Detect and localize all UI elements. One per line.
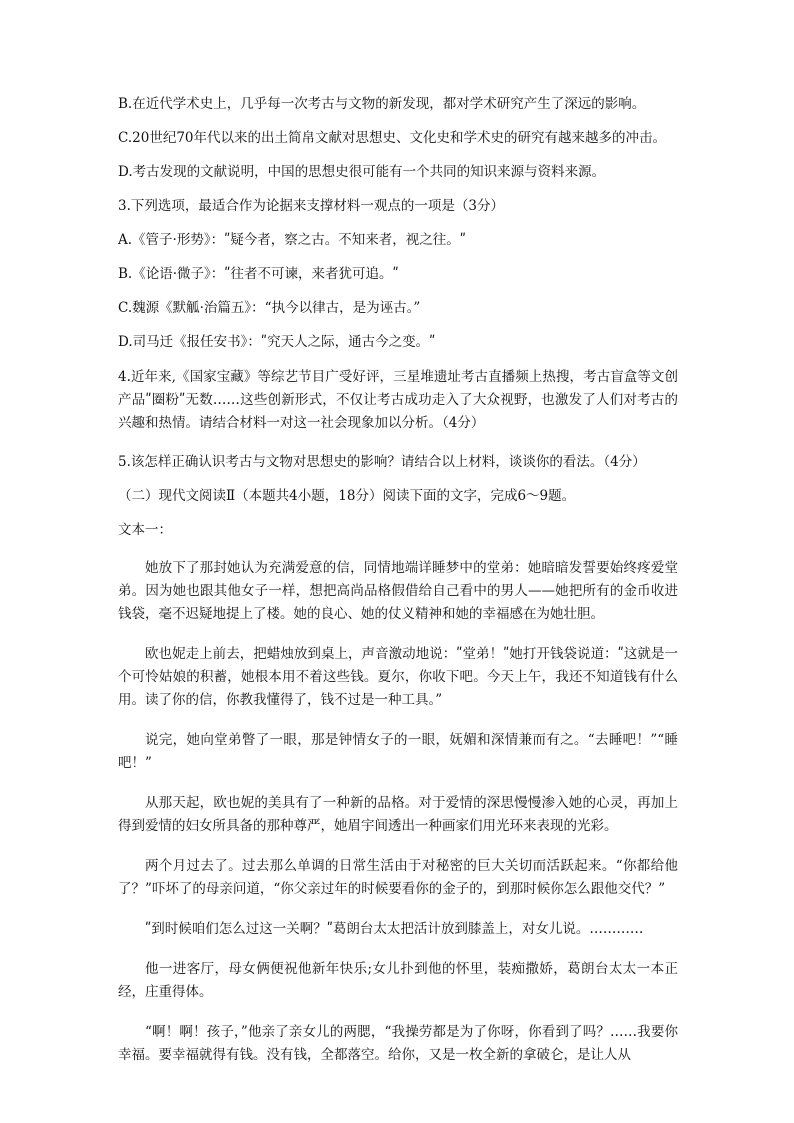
- passage-paragraph: 她放下了那封她认为充满爱意的信，同情地端详睡梦中的堂弟：她暗暗发誓要始终疼爱堂弟。因为她也跟其他女子一样，想把高尚品格假借给自己看中的男人——她把所有的金币收进钱袋，毫不迟疑地提上了楼。她的良心、她的仗义精神和她的幸福感在为她壮胆。: [118, 560, 678, 622]
- passage-paragraph: 从那天起，欧也妮的美具有了一种新的品格。对于爱情的深思慢慢渗入她的心灵，再加上得到爱情的妇女所具备的那种尊严，她眉宇间透出一种画家们用光环来表现的光彩。: [118, 795, 678, 834]
- q3-option-c: C.魏源《默觚·治篇五》：“执今以律古，是为诬古。”: [118, 300, 421, 316]
- q3-option-a: A.《管子·形势》：ʺ疑今者，察之古。不知来者，视之往。ʺ: [118, 232, 466, 248]
- document-page: [118, 94, 678, 1067]
- q3-stem: 3.下列选项，最适合作为论据来支撑材料一观点的一项是（3分）: [118, 198, 504, 214]
- q2-option-b: B.在近代学术史上，几乎每一次考古与文物的新发现，都对学术研究产生了深远的影响。: [118, 96, 646, 112]
- q3-option-d: D.司马迁《报任安书》：ʺ究天人之际，通古今之变。ʺ: [118, 334, 436, 350]
- passage-paragraph: 他一进客厅，母女俩便祝他新年快乐;女儿扑到他的怀里，装痴撒娇，葛朗台太太一本正经，庄重得体。: [118, 961, 678, 1000]
- section-heading: （二）现代文阅读Ⅱ（本题共4小题，18分）阅读下面的文字，完成6～9题。: [118, 488, 576, 504]
- passage-paragraph: 两个月过去了。过去那么单调的日常生活由于对秘密的巨大关切而活跃起来。“你都给他了？”吓坏了的母亲问道，“你父亲过年的时候要看你的金子的，到那时候你怎么跟他交代？”: [118, 858, 678, 897]
- passage-paragraph: ʺ到时候咱们怎么过这一关啊？ʺ葛朗台太太把活计放到膝盖上，对女儿说。…………: [145, 921, 644, 937]
- q5-text: 5.该怎样正确认识考古与文物对思想史的影响？请结合以上材料，谈谈你的看法。（4分）: [118, 454, 646, 470]
- passage-paragraph: 欧也妮走上前去，把蜡烛放到桌上，声音激动地说：ʺ堂弟！ʺ她打开钱袋说道：ʺ这就是一个可怜姑娘的积蓄，她根本用不着这些钱。夏尔，你收下吧。今天上午，我还不知道钱有什么用。读了你的信，你教我懂得了，钱不过是一种工具。”: [118, 646, 678, 708]
- q3-option-b: B.《论语·微子》：ʺ往者不可谏，来者犹可追。ʺ: [118, 266, 399, 282]
- text-one-label: 文本一：: [118, 522, 172, 538]
- passage-paragraph: 说完，她向堂弟瞥了一眼，那是钟情女子的一眼，妩媚和深情兼而有之。“去睡吧！”“睡吧！”: [118, 732, 678, 771]
- q4-text: 4.近年来,《国家宝藏》等综艺节目广受好评，三星堆遗址考古直播频上热搜，考古盲盒等文创产品ʺ圈粉ʺ无数……这些创新形式，不仅让考古成功走入了大众视野，也激发了人们对考古的兴趣和热情。请结合材料一对这一社会现象加以分析。（4分）: [118, 369, 678, 431]
- q2-option-c: C.20世纪70年代以来的出土简帛文献对思想史、文化史和学术史的研究有越来越多的冲击。: [118, 130, 666, 146]
- passage-paragraph: “啊！啊！孩子，”他亲了亲女儿的两腮，“我操劳都是为了你呀，你看到了吗？……我要你幸福。要幸福就得有钱。没有钱，全都落空。给你，又是一枚全新的拿破仑，是让人从: [118, 1024, 678, 1063]
- q2-option-d: D.考古发现的文献说明，中国的思想史很可能有一个共同的知识来源与资料来源。: [118, 164, 606, 180]
